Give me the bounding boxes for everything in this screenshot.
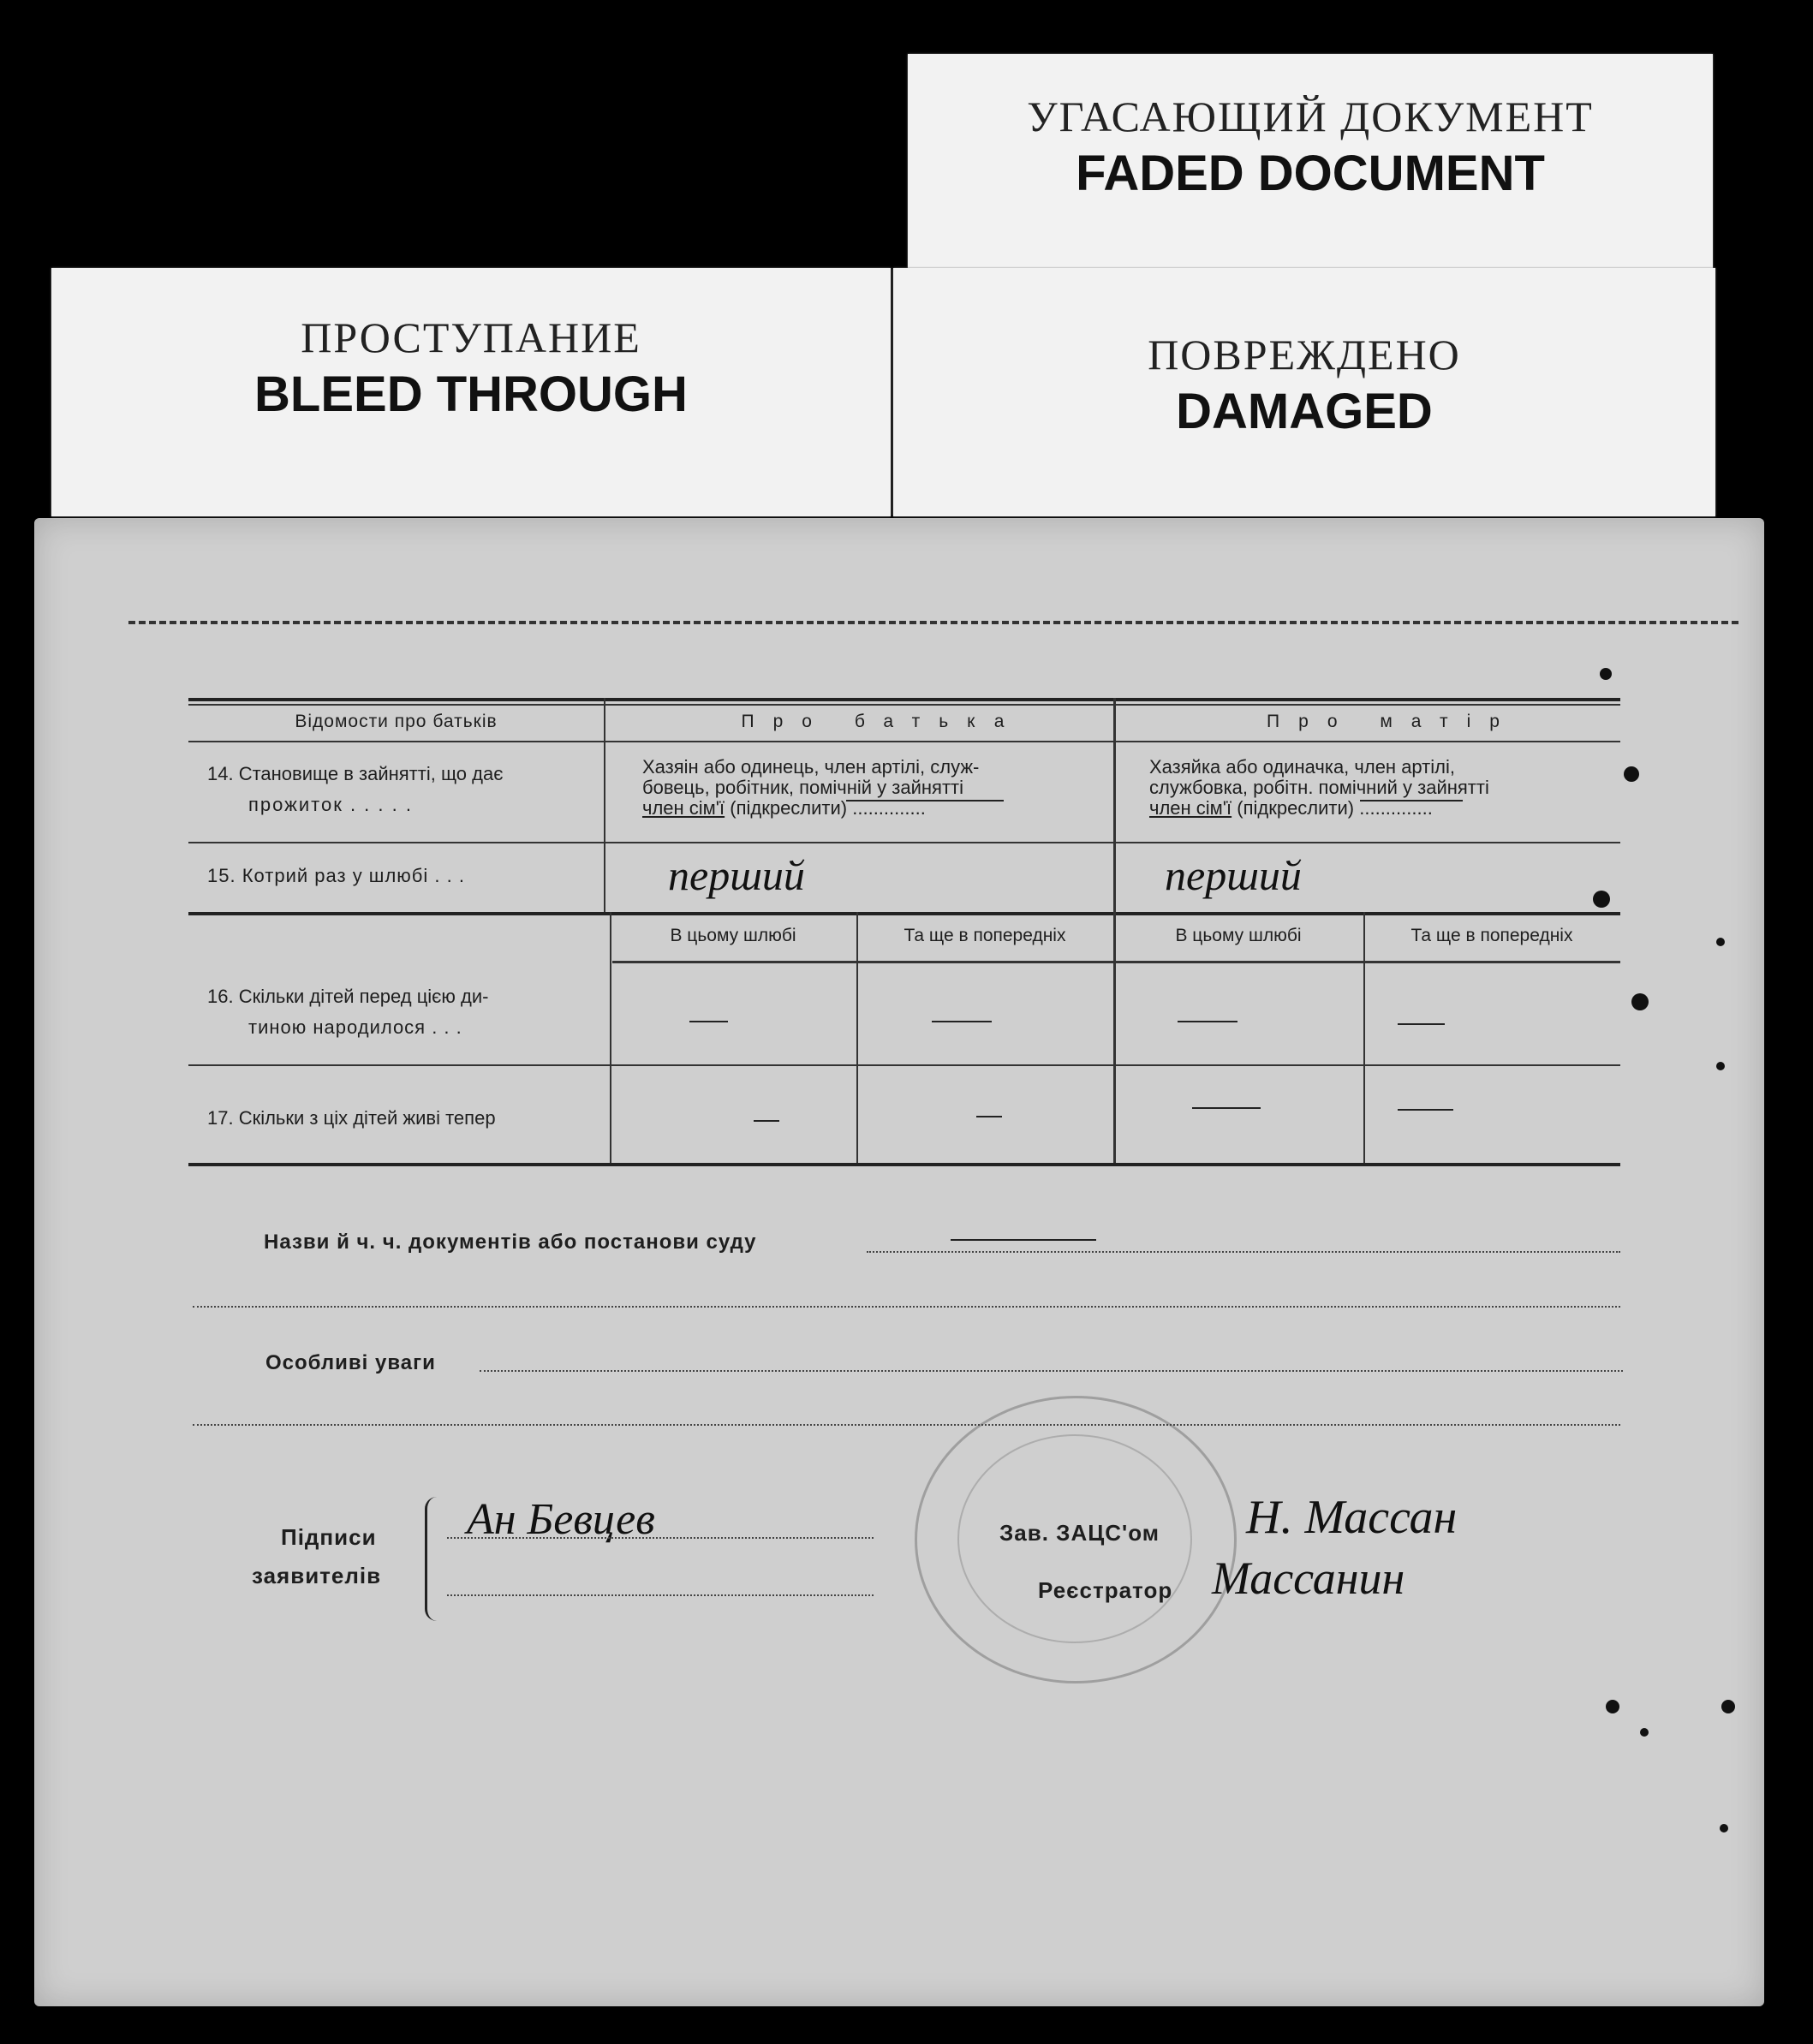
row15-father-value: перший [668,851,805,899]
table-rule [188,741,1620,742]
table-rule [188,912,1620,915]
damage-hole [1624,766,1639,782]
subheader-mother-this-marriage: В цьому шлюбі [1175,926,1302,945]
registrar-signature: Массанин [1212,1552,1405,1604]
header-parents-info: Відомости про батьків [295,712,498,731]
row14-label-line1: 14. Становище в зайнятті, що дає [207,763,504,784]
row16-label-line1: 16. Скільки дітей перед цією ди- [207,986,489,1007]
damage-hole [1716,1062,1725,1070]
bleed-label-en: BLEED THROUGH [254,366,688,422]
damaged-label-en: DAMAGED [1176,384,1433,439]
dash-mark [1178,1021,1237,1022]
documents-dash [951,1239,1096,1241]
row14-father-line2: бовець, робітник, помічній у зайнятті [642,777,964,798]
perforation-line [128,621,1738,624]
bleed-label-ru: ПРОСТУПАНИЕ [301,313,641,361]
faded-label-ru: УГАСАЮЩИЙ ДОКУМЕНТ [1027,92,1594,140]
damage-hole [1720,1824,1728,1832]
dash-mark [976,1116,1002,1117]
dash-mark [754,1120,779,1122]
row14-mother-note: (підкреслити) .............. [1237,797,1433,819]
applicants-label-line2: заявителів [252,1563,382,1588]
table-rule [188,704,1620,706]
table-rule [188,1163,1620,1166]
registrar-label: Реєстратор [1038,1577,1173,1603]
table-rule [612,961,1620,963]
table-rule [188,698,1620,701]
documents-field-line-2 [193,1306,1620,1308]
damage-hole [1600,668,1612,680]
father-underline-mark [846,800,1004,802]
subheader-father-previous: Та ще в попередніх [904,926,1066,945]
row14-father-kin: член сім'ї [642,797,725,819]
documents-field-line [867,1251,1620,1253]
head-signature: Н. Массан [1246,1491,1458,1544]
remarks-label: Особливі уваги [265,1351,436,1374]
dash-mark [932,1021,992,1022]
dash-mark [1398,1023,1445,1025]
row14-mother-line2: службовка, робітн. помічний у зайнятті [1149,777,1489,798]
row14-father-line1: Хазяін або одинець, член артілі, служ- [642,756,980,778]
row15-label: 15. Котрий раз у шлюбі . . . [207,865,465,886]
table-rule [188,1064,1620,1066]
signature-bracket [425,1497,439,1621]
damage-hole [1716,938,1725,946]
documents-label: Назви й ч. ч. документів або постанови суду [264,1231,757,1254]
head-registry-label: Зав. ЗАЦС'ом [999,1520,1160,1546]
applicant-signature-line [447,1537,874,1539]
damaged-label [893,268,1715,516]
dash-mark [1192,1107,1261,1109]
mother-underline-mark [1360,800,1463,802]
damage-hole [1721,1700,1735,1713]
applicant-signature: Ан Бевцев [467,1495,655,1544]
header-father: Про батька [741,712,1023,731]
applicants-label-line1: Підписи [281,1524,377,1550]
table-rule [856,912,858,1163]
table-rule [610,912,611,1163]
faded-document-label [908,54,1713,268]
subheader-father-this-marriage: В цьому шлюбі [670,926,796,945]
faded-label-en: FADED DOCUMENT [1076,146,1545,201]
row14-father-note: (підкреслити) .............. [730,797,926,819]
remarks-field-line [480,1370,1623,1372]
row16-label-line2: тиною народилося . . . [248,1016,462,1038]
row14-mother-line1: Хазяйка або одиначка, член артілі, [1149,756,1455,778]
damage-hole [1640,1728,1649,1737]
dash-mark [689,1021,728,1022]
damage-hole [1631,993,1649,1010]
parents-info-table [188,698,1620,1165]
applicant-signature-line-2 [447,1594,874,1596]
bleed-through-label [51,268,891,516]
table-rule [604,698,605,912]
row17-label: 17. Скільки з ціх дітей живі тепер [207,1107,496,1129]
row14-mother-kin: член сім'ї [1149,797,1232,819]
table-rule [1363,912,1365,1163]
dash-mark [1398,1109,1453,1111]
remarks-field-line-2 [193,1424,1620,1426]
damage-hole [1606,1700,1619,1713]
row15-mother-value: перший [1165,851,1302,899]
table-rule [188,842,1620,843]
damaged-label-ru: ПОВРЕЖДЕНО [1148,331,1461,378]
row14-label-line2: прожиток . . . . . [248,794,413,815]
header-mother: Про матір [1267,712,1518,731]
subheader-mother-previous: Та ще в попередніх [1410,926,1573,945]
